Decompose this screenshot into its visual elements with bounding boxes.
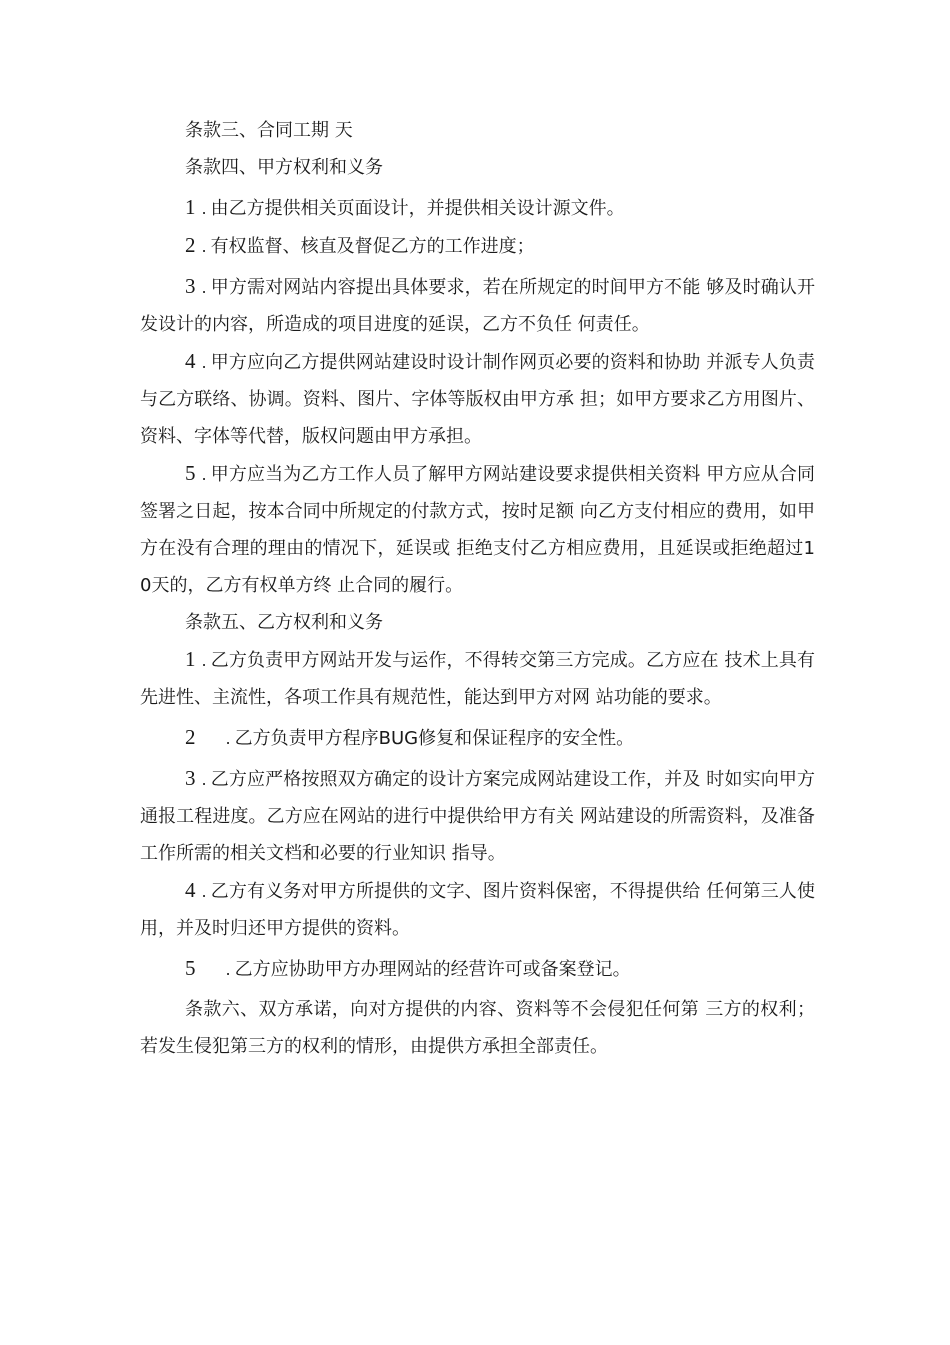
item-text: 乙方负责甲方程序BUG修复和保证程序的安全性。 <box>234 728 635 749</box>
clause-5-item-3 <box>140 760 815 872</box>
clause-4-heading: 条款四、甲方权利和义务 <box>185 157 383 178</box>
clause-4-item-5 <box>140 455 815 604</box>
item-number: 5 <box>185 956 196 980</box>
clause-3-heading: 条款三、合同工期 天 <box>185 120 353 141</box>
item-number: 5 <box>185 461 196 485</box>
item-text: 由乙方提供相关页面设计，并提供相关设计源文件。 <box>210 198 625 219</box>
clause-5-item-2 <box>140 719 815 757</box>
clause-4-item-4 <box>140 343 815 455</box>
item-separator: . <box>201 353 207 372</box>
item-separator: . <box>201 199 207 218</box>
item-number: 4 <box>185 878 196 902</box>
item-number: 3 <box>185 766 196 790</box>
item-number: 1 <box>185 647 196 671</box>
clause-6-paragraph: 条款六、双方承诺，向对方提供的内容、资料等不会侵犯任何第 三方的权利；若发生侵犯第三方的权利的情形，由提供方承担全部责任。 <box>140 999 815 1057</box>
clause-5-item-1 <box>140 641 815 716</box>
item-number: 2 <box>185 233 196 257</box>
clause-4-item-2 <box>140 227 815 265</box>
item-text: 乙方应协助甲方办理网站的经营许可或备案登记。 <box>234 959 631 980</box>
clause-4-item-3 <box>140 268 815 343</box>
item-text: 乙方应严格按照双方确定的设计方案完成网站建设工作，并及 时如实向甲方通报工程进度。乙方应在网站的进行中提供给甲方有关 网站建设的所需资料，及准备工作所需的相关文档和必要的行业知识 指导。 <box>140 769 815 864</box>
item-text: 乙方负责甲方网站开发与运作，不得转交第三方完成。乙方应在 技术上具有先进性、主流性，各项工作具有规范性，能达到甲方对网 站功能的要求。 <box>140 650 815 708</box>
clause-5-item-5 <box>140 950 815 988</box>
clause-4-item-1 <box>140 189 815 227</box>
item-separator: . <box>201 237 207 256</box>
item-number: 2 <box>185 725 196 749</box>
clause-5-heading: 条款五、乙方权利和义务 <box>185 612 383 633</box>
item-separator: . <box>201 278 207 297</box>
item-separator: . <box>225 729 231 748</box>
document-body <box>140 112 815 1065</box>
item-separator: . <box>201 770 207 789</box>
item-separator: . <box>201 651 207 670</box>
item-text: 甲方应向乙方提供网站建设时设计制作网页必要的资料和协助 并派专人负责与乙方联络、协调。资料、图片、字体等版权由甲方承 担；如甲方要求乙方用图片、资料、字体等代替，版权问题由甲方承担。 <box>140 352 815 447</box>
clause-5-item-4 <box>140 872 815 947</box>
item-number: 1 <box>185 195 196 219</box>
item-separator: . <box>225 960 231 979</box>
item-number: 4 <box>185 349 196 373</box>
item-text: 有权监督、核直及督促乙方的工作进度； <box>210 236 535 257</box>
item-separator: . <box>201 465 207 484</box>
item-number: 3 <box>185 274 196 298</box>
item-text: 甲方需对网站内容提出具体要求，若在所规定的时间甲方不能 够及时确认开发设计的内容，所造成的项目进度的延误，乙方不负任 何责任。 <box>140 277 815 335</box>
item-text: 乙方有义务对甲方所提供的文字、图片资料保密，不得提供给 任何第三人使用，并及时归还甲方提供的资料。 <box>140 881 815 939</box>
item-separator: . <box>201 882 207 901</box>
item-text: 甲方应当为乙方工作人员了解甲方网站建设要求提供相关资料 甲方应从合同签署之日起，按本合同中所规定的付款方式，按时足额 向乙方支付相应的费用，如甲方在没有合理的理由的情况下，延误或 拒绝支付乙方相应费用，且延误或拒绝超过10天的，乙方有权单方终 止合同的履行。 <box>140 464 815 596</box>
